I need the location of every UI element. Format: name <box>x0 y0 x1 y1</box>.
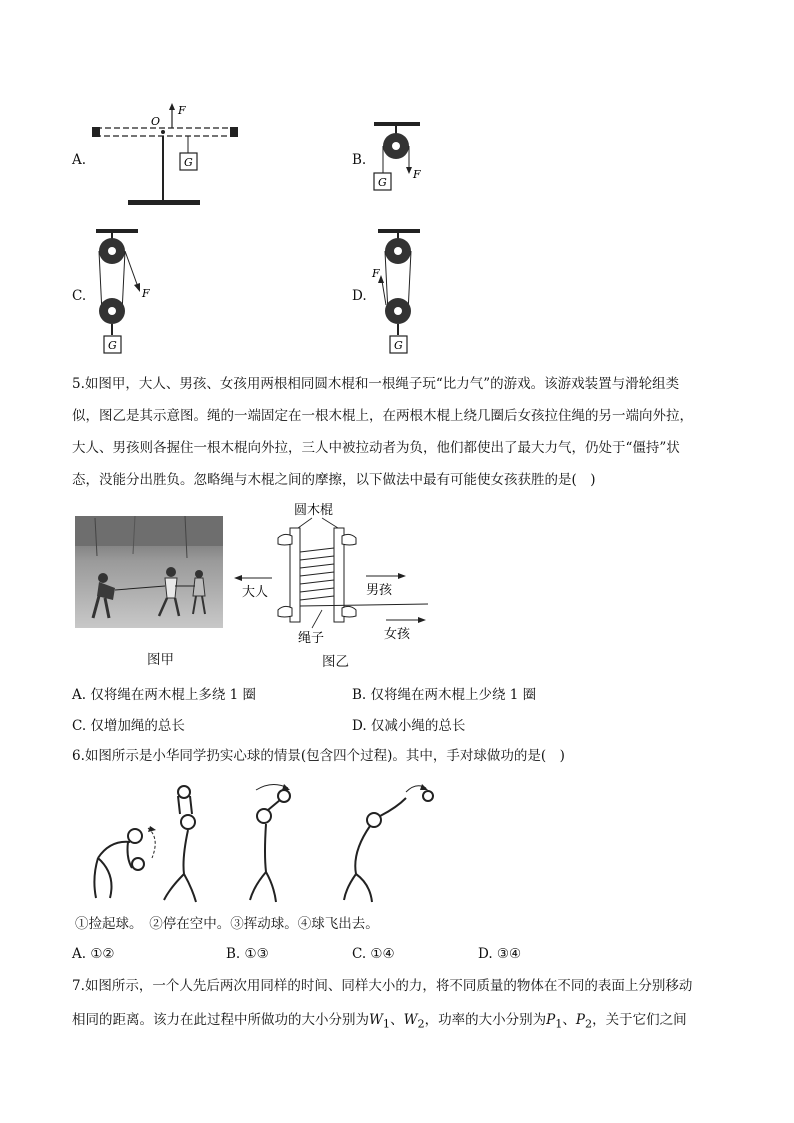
w2-symbol: W <box>403 1012 418 1028</box>
question-7-line-2 <box>72 1010 687 1035</box>
q7-text-b: ，功率的大小分别为 <box>424 1012 547 1028</box>
option-b-label: B. <box>352 152 367 168</box>
option-c-label: C. <box>72 288 87 304</box>
schematic-figure-b <box>232 498 442 648</box>
girl-label: 女孩 <box>384 627 411 642</box>
q7-separator-1: 、 <box>390 1012 404 1028</box>
force-label-f: F <box>372 267 380 280</box>
question-5-line: 态，没能分出胜负。忽略绳与木棍之间的摩擦，以下做法中最有可能使女孩获胜的是( ) <box>72 472 596 488</box>
p1-symbol: P <box>546 1012 556 1028</box>
stick-figure-2 <box>164 786 196 902</box>
q5-option-a: A. 仅将绳在两木棍上多绕 1 圈 <box>72 687 257 703</box>
p1-subscript: 1 <box>555 1017 563 1031</box>
q7-text-c: ，关于它们之间 <box>592 1012 687 1028</box>
q6-option-a: A. ①② <box>72 946 115 962</box>
lever-figure <box>88 100 248 212</box>
p2-subscript: 2 <box>584 1017 593 1031</box>
force-label-f: F <box>142 287 150 300</box>
weight-label-g: G <box>378 176 387 189</box>
w1-symbol: W <box>369 1012 383 1028</box>
question-5-line: 大人、男孩则各握住一根木棍向外拉，三人中被拉动者为负，他们都使出了最大力气，仍处于“僵持”状 <box>72 440 680 456</box>
question-5-line: 5.如图甲，大人、男孩、女孩用两根相同圆木棍和一根绳子玩“比力气”的游戏。该游戏装置与滑轮组类 <box>72 376 680 392</box>
weight-label-g: G <box>184 156 193 169</box>
ball-throw-figure <box>80 778 460 908</box>
p2-symbol: P <box>575 1012 585 1028</box>
pivot-label-o: O <box>151 115 161 128</box>
question-6-caption: ①捡起球。 ②停在空中。③挥动球。④球飞出去。 <box>75 916 379 932</box>
pulley-block-c-figure <box>88 225 168 360</box>
photo-figure-a <box>75 516 223 628</box>
q5-option-c: C. 仅增加绳的总长 <box>72 718 185 734</box>
stick-figure-4 <box>344 784 433 902</box>
figure-b-caption: 图乙 <box>322 654 349 670</box>
fixed-pulley-figure <box>368 118 428 198</box>
stick-figure-1 <box>94 826 156 898</box>
w2-subscript: 2 <box>417 1017 425 1031</box>
w1-subscript: 1 <box>382 1017 391 1031</box>
boy-label: 男孩 <box>366 583 393 598</box>
wood-label: 圆木棍 <box>294 503 334 518</box>
option-d-label: D. <box>352 288 367 304</box>
stick-figure-3 <box>250 784 290 902</box>
q6-option-c: C. ①④ <box>352 946 395 962</box>
q5-option-d: D. 仅减小绳的总长 <box>352 718 466 734</box>
rope-label: 绳子 <box>298 631 325 646</box>
q5-option-b: B. 仅将绳在两木棍上少绕 1 圈 <box>352 687 537 703</box>
figure-a-caption: 图甲 <box>147 652 174 668</box>
question-5-line: 似，图乙是其示意图。绳的一端固定在一根木棍上，在两根木棍上绕几圈后女孩拉住绳的另一端向外拉， <box>72 408 693 424</box>
force-label-f: F <box>178 104 186 117</box>
option-a-label: A. <box>72 152 87 168</box>
q6-option-b: B. ①③ <box>226 946 269 962</box>
weight-label-g: G <box>108 339 117 352</box>
force-label-f: F <box>413 168 421 181</box>
question-5-stem <box>72 368 722 496</box>
adult-label: 大人 <box>242 585 269 600</box>
pulley-block-d-figure <box>368 225 448 360</box>
question-6-stem: 6.如图所示是小华同学扔实心球的情景(包含四个过程)。其中，手对球做功的是( ) <box>72 748 565 764</box>
q6-option-d: D. ③④ <box>478 946 522 962</box>
q7-separator-2: 、 <box>562 1012 576 1028</box>
question-7-line-1: 7.如图所示，一个人先后两次用同样的时间、同样大小的力，将不同质量的物体在不同的表面上分别移动 <box>72 978 693 994</box>
weight-label-g: G <box>394 339 403 352</box>
q7-text-a: 相同的距离。该力在此过程中所做功的大小分别为 <box>72 1012 369 1028</box>
